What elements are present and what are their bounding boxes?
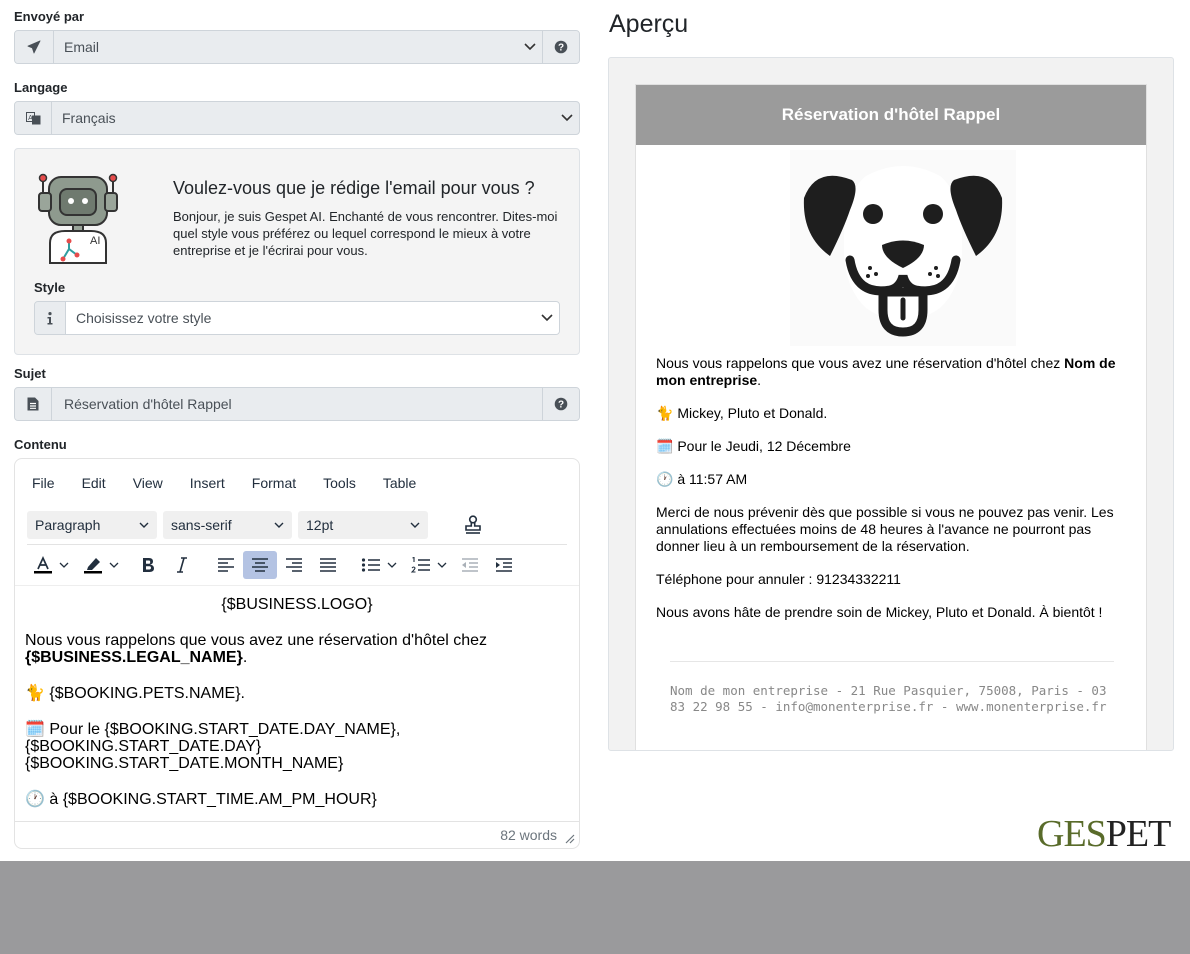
content-p1-bold: {$BUSINESS.LEGAL_NAME}	[25, 649, 243, 666]
text-color-button[interactable]	[27, 551, 71, 579]
info-icon	[35, 302, 66, 334]
ai-title: Voulez-vous que je rédige l'email pour vous ?	[173, 178, 535, 198]
content-logo-placeholder: {$BUSINESS.LOGO}	[221, 596, 373, 613]
robot-ai-label: AI	[90, 235, 101, 247]
font-family-value: sans-serif	[171, 516, 232, 533]
email-cancel-policy: Merci de nous prévenir dès que possible si vous ne pouvez pas venir. Les annulations effectuées moins de 48 heures à l'avance ne pourront pas donner lieu à un remboursement de la réservation.	[656, 504, 1114, 554]
bold-icon[interactable]	[131, 551, 165, 579]
text-color-icon	[33, 555, 53, 575]
chevron-down-icon	[541, 314, 553, 322]
editor-statusbar	[15, 821, 579, 848]
email-header: Réservation d'hôtel Rappel	[636, 85, 1146, 145]
chevron-down-icon	[274, 522, 284, 528]
highlighter-icon	[83, 555, 103, 575]
email-pets: 🐈 Mickey, Pluto et Donald.	[656, 405, 828, 421]
subject-group	[14, 387, 580, 421]
email-business-name: Nom de mon entreprise	[656, 355, 1116, 388]
language-label: Langage	[14, 80, 68, 95]
content-pets: 🐈 {$BOOKING.PETS.NAME}.	[25, 685, 245, 702]
editor-toolbar-row-2	[27, 545, 567, 585]
rich-text-editor	[14, 458, 580, 849]
translate-icon	[15, 102, 52, 134]
dog-logo-icon	[790, 150, 1016, 346]
email-preview-frame	[608, 57, 1174, 751]
send-icon	[15, 31, 54, 63]
sent-by-label: Envoyé par	[14, 9, 85, 24]
menu-edit[interactable]: Edit	[81, 475, 106, 491]
language-select[interactable]	[52, 102, 579, 134]
email-body	[656, 355, 1128, 637]
ai-description: Bonjour, je suis Gespet AI. Enchanté de vous rencontrer. Dites-moi quel style vous préférez ou lequel correspond le mieux à votre entreprise et je l'écrirai pour vous.	[173, 209, 558, 258]
sent-by-group	[14, 30, 580, 64]
outdent-icon[interactable]	[453, 551, 487, 579]
content-date-line1: 🗓️ Pour le {$BOOKING.START_DATE.DAY_NAME},	[25, 721, 401, 738]
content-time: 🕐 à {$BOOKING.START_TIME.AM_PM_HOUR}	[25, 791, 377, 808]
email-phone: Téléphone pour annuler : 91234332211	[656, 571, 901, 587]
style-group	[34, 301, 560, 335]
bottom-band	[0, 861, 1190, 954]
menu-file[interactable]: File	[32, 475, 55, 491]
editor-toolbar-row-1	[27, 505, 567, 545]
brand-part-1: GES	[1037, 813, 1106, 855]
block-format-value: Paragraph	[35, 516, 101, 533]
email-date: 🗓️ Pour le Jeudi, 12 Décembre	[656, 438, 851, 454]
menu-tools[interactable]: Tools	[323, 475, 356, 491]
bullet-list-button[interactable]	[355, 551, 399, 579]
email-closing: Nous avons hâte de prendre soin de Mickey, Pluto et Donald. À bientôt !	[656, 604, 1103, 620]
content-date-line3: {$BOOKING.START_DATE.MONTH_NAME}	[25, 755, 344, 772]
numbered-list-button[interactable]	[405, 551, 449, 579]
content-p1-text: Nous vous rappelons que vous avez une réservation d'hôtel chez	[25, 632, 488, 649]
menu-format[interactable]: Format	[251, 475, 297, 491]
chevron-down-icon	[561, 114, 573, 122]
align-center-icon[interactable]	[243, 551, 277, 579]
email-preview	[635, 84, 1147, 751]
indent-icon[interactable]	[487, 551, 521, 579]
font-size-select[interactable]	[298, 511, 428, 539]
align-right-icon[interactable]	[277, 551, 311, 579]
content-date	[25, 721, 569, 772]
content-label: Contenu	[14, 437, 67, 452]
email-reservation-text	[656, 355, 1128, 389]
stamp-icon[interactable]	[456, 511, 490, 539]
subject-input[interactable]: Réservation d'hôtel Rappel	[64, 396, 232, 412]
sent-by-select[interactable]	[54, 31, 542, 63]
svg-text:?: ?	[557, 42, 565, 54]
gespet-logo	[1037, 814, 1170, 854]
style-select[interactable]	[66, 302, 559, 334]
chevron-down-icon	[410, 522, 420, 528]
chevron-down-icon	[524, 43, 536, 51]
svg-text:?: ?	[557, 399, 565, 411]
chevron-down-icon	[139, 522, 149, 528]
block-format-select[interactable]	[27, 511, 157, 539]
preview-title: Aperçu	[609, 10, 689, 38]
content-p1-end: .	[242, 649, 248, 666]
font-size-value: 12pt	[306, 516, 334, 533]
menu-table[interactable]: Table	[382, 475, 417, 491]
subject-label: Sujet	[14, 366, 46, 381]
content-date-line2: {$BOOKING.START_DATE.DAY}	[25, 738, 262, 755]
editor-menubar	[15, 459, 579, 507]
email-p1-end: .	[757, 372, 762, 388]
document-icon	[15, 388, 52, 420]
brand-part-2: PET	[1105, 813, 1171, 855]
resize-handle-icon[interactable]	[565, 834, 575, 844]
language-value: Français	[62, 110, 116, 126]
menu-view[interactable]: View	[132, 475, 163, 491]
svg-text:A: A	[27, 114, 33, 122]
email-p1-text: Nous vous rappelons que vous avez une réservation d'hôtel chez	[656, 355, 1065, 371]
menu-insert[interactable]: Insert	[189, 475, 225, 491]
highlight-color-button[interactable]	[77, 551, 121, 579]
help-icon[interactable]	[542, 388, 579, 420]
content-paragraph-reservation	[25, 632, 569, 666]
italic-icon[interactable]	[165, 551, 199, 579]
sent-by-value: Email	[64, 39, 100, 55]
business-logo	[790, 150, 1016, 346]
word-count[interactable]: 82 words	[500, 827, 557, 843]
align-justify-icon[interactable]	[311, 551, 345, 579]
language-group	[14, 101, 580, 135]
email-time: 🕐 à 11:57 AM	[656, 471, 748, 487]
align-left-icon[interactable]	[209, 551, 243, 579]
email-footer: Nom de mon entreprise - 21 Rue Pasquier, 75008, Paris - 03 83 22 98 55 - info@monenterprise.fr - www.monenterprise.fr	[670, 661, 1114, 715]
help-icon[interactable]	[542, 31, 579, 63]
bullet-list-icon	[361, 557, 381, 573]
editor-content-area[interactable]	[15, 585, 579, 823]
font-family-select[interactable]	[163, 511, 292, 539]
style-label: Style	[34, 280, 66, 295]
robot-icon	[35, 169, 121, 265]
numbered-list-icon	[411, 557, 431, 573]
ai-assistant-card	[14, 148, 580, 355]
style-value: Choisissez votre style	[76, 310, 212, 326]
